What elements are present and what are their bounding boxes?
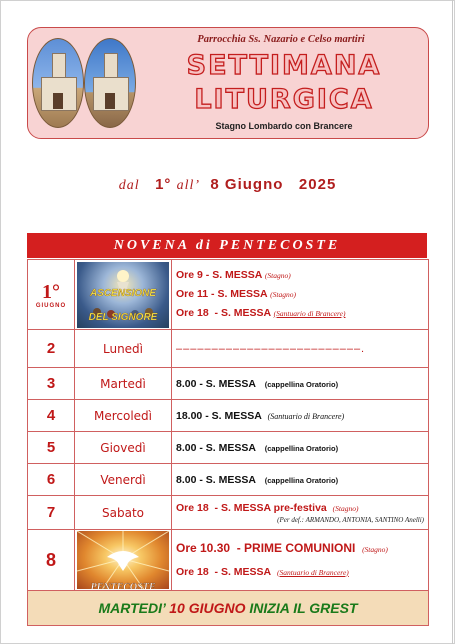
event-place: (Santuario di Brancere) [273,309,346,318]
event-time: Ore 18 [176,565,209,578]
events-cell [172,400,429,432]
church-brancere-image [84,38,136,128]
mass-intention-note: (Per def.: ARMANDO, ANTONIA, SANTINO Anelli) [277,516,424,524]
church-door [105,93,115,109]
event-title: - PRIME COMUNIONI [236,540,356,555]
day-number: 8 [28,530,75,591]
event-place: (cappellina Oratorio) [264,443,339,453]
event-place: (Stagno) [270,290,297,299]
events-cell [172,260,429,330]
event-title: - S. MESSA [205,409,262,422]
events-cell [172,530,429,591]
grest-day: MARTEDI’ [98,600,166,616]
grest-announcement [28,591,429,626]
event-line [176,304,428,323]
event-time: 8.00 [176,473,197,486]
event-line [176,561,428,584]
day-month: GIUGNO [35,302,67,309]
events-cell [172,464,429,496]
schedule-row-5 [28,432,429,464]
event-time: Ore 18 [176,307,209,319]
grest-row [28,591,429,626]
date-range [0,176,455,194]
day-number: 5 [28,432,75,464]
ascension-image [77,262,169,328]
event-place: (Stagno) [332,504,359,513]
dove-rays-icon [77,531,169,589]
schedule-row-8 [28,530,429,591]
page-edge-line [452,0,453,644]
schedule-row-6 [28,464,429,496]
grest-date: 10 GIUGNO [169,600,246,616]
event-title: - S. MESSA [214,307,271,319]
event-line [176,501,428,516]
event-time: Ore 9 [176,269,203,281]
day-number: 7 [28,496,75,530]
events-cell [172,496,429,530]
pentecost-image [77,531,169,589]
ascension-label-1: ASCENSIONE [89,287,157,299]
event-line [176,537,428,561]
ascension-label-2: DEL SIGNORE [88,311,158,323]
parish-name: Parrocchia Ss. Nazario e Celso martiri [197,34,365,45]
day-name: Lunedì [75,330,172,368]
event-title: - S. MESSA pre-festiva [214,502,327,514]
event-title: - S. MESSA [199,377,256,390]
date-year: 2025 [298,176,337,193]
event-place: (Santuario di Brancere) [276,567,349,577]
schedule-table [27,259,429,626]
event-title: - S. MESSA [199,473,256,486]
day-name: Mercoledì [75,400,172,432]
ascension-image-cell [75,260,172,330]
date-start: 1° [155,176,172,193]
day-name: Martedì [75,368,172,400]
event-title: - S. MESSA [214,565,272,578]
novena-banner: NOVENA di PENTECOSTE [27,233,427,258]
event-title: - S. MESSA [211,288,268,300]
date-end: 8 Giugno [210,176,284,193]
event-time: 8.00 [176,441,197,454]
date-dal: dal [118,178,140,193]
events-cell [172,368,429,400]
day-name: Giovedì [75,432,172,464]
schedule-row-7 [28,496,429,530]
day-number: 6 [28,464,75,496]
event-place: (Stagno) [362,544,388,554]
day-number-cell [28,260,75,330]
day-number: 1° [42,280,60,303]
title-line-1: SETTIMANA [186,50,382,81]
events-cell [172,330,429,368]
church-stagno-image [32,38,84,128]
church-door [53,93,63,109]
events-cell [172,432,429,464]
schedule-row-3 [28,368,429,400]
no-event-dashes: ––––––––––––––––––––––––––. [176,342,366,355]
header-banner [27,27,429,139]
event-title: - S. MESSA [199,441,256,454]
day-number: 3 [28,368,75,400]
event-place: (cappellina Oratorio) [264,475,339,485]
grest-text: INIZIA IL GREST [249,600,358,616]
event-title: - S. MESSA [205,269,262,281]
event-line [176,285,428,304]
event-line [176,266,428,285]
day-name: Venerdì [75,464,172,496]
date-all: all’ [176,178,201,193]
pentecost-label: PENTECOSTE [90,582,156,589]
header-subtitle: Stagno Lombardo con Brancere [215,121,353,131]
event-time: 18.00 [176,409,203,422]
pentecost-image-cell [75,530,172,591]
day-number: 4 [28,400,75,432]
event-place: (cappellina Oratorio) [264,379,339,389]
schedule-row-4 [28,400,429,432]
event-time: Ore 11 [176,288,209,300]
event-time: Ore 18 [176,502,209,514]
schedule-row-1 [28,260,429,330]
day-name: Sabato [75,496,172,530]
schedule-row-2 [28,330,429,368]
day-number: 2 [28,330,75,368]
event-time: 8.00 [176,377,197,390]
event-place: (Santuario di Brancere) [267,411,345,421]
title-line-2: LITURGICA [194,84,374,115]
event-place: (Stagno) [264,271,291,280]
event-time: Ore 10.30 [176,540,231,555]
